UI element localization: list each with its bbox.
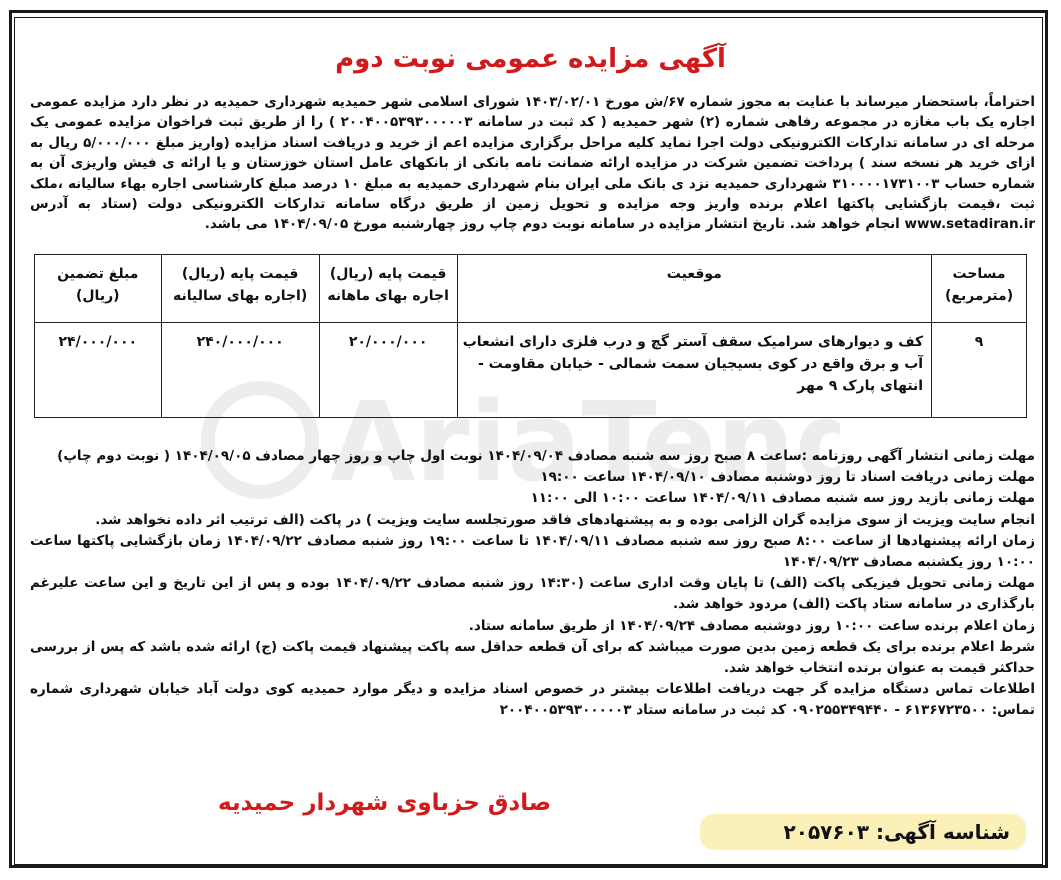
schedule-line: شرط اعلام برنده برای یک قطعه زمین بدین صورت میباشد که برای آن قطعه حداقل سه پاکت پیشنهاد قیمت پاکت (ج) ارائه شده باشد که پس از بررسی حداکثر قیمت به عنوان برنده انتخاب خواهد شد. [30,638,1035,677]
schedule-line: زمان اعلام برنده ساعت ۱۰:۰۰ روز دوشنبه مصادف ۱۴۰۴/۰۹/۲۴ از طریق سامانه ستاد. [468,617,1035,634]
header-area: مساحت (مترمربع) [932,255,1027,323]
cell-yearly-price: ۲۴۰/۰۰۰/۰۰۰ [161,323,319,418]
schedule-line: اطلاعات تماس دستگاه مزایده گر جهت دریافت اطلاعات بیشتر در خصوص اسناد مزایده و دیگر موارد حمیدیه کوی دولت آباد خیابان شهرداری شماره تماس: ۶۱۳۶۷۲۳۵۰۰ - ۰۹۰۲۵۵۳۴۹۴۴۰ کد ثبت در سامانه ستاد ۲۰۰۴۰۰۵۳۹۳۰۰۰۰۰۳ [30,681,1035,719]
header-guarantee: مبلغ تضمین (ریال) [35,255,162,323]
intro-paragraph: احتراماً، باستحضار میرساند با عنایت به مجوز شماره ۶۷/ش مورخ ۱۴۰۳/۰۲/۰۱ شورای اسلامی شهر حمیدیه شهرداری حمیدیه در نظر دارد مزایده عمومی اجاره یک باب مغازه در مجموعه رفاهی شماره (۲) شهر حمیدیه ( کد ثبت در سامانه ۲۰۰۴۰۰۵۳۹۳۰۰۰۰۰۳ ) را از طریق ثبت فراخوان مزایده عمومی یک مرحله ای در سامانه تدارکات الکترونیکی دولت اجرا نماید کلیه مراحل برگزاری مزایده اعم از خرید و دریافت اسناد مزایده (واریز مبلغ ۵/۰۰۰/۰۰۰ ریال به ازای خرید هر نسخه سند ) پرداخت تضمین شرکت در مزایده ارائه ضمانت نامه بانکی از بانکهای عامل استان خوزستان و یا ارائه ی فیش واریزی آن به شماره حساب ۳۱۰۰۰۰۱۷۳۱۰۰۳ شهرداری حمیدیه نزد ی بانک ملی ایران بنام شهرداری حمیدیه به مبلغ ۱۰ درصد مبلغ کارشناسی اجاره بهاء سالیانه ،ملک ثبت ،قیمت بازگشایی پاکتها اعلام برنده واریز وجه مزایده و تحویل زمین از طریق درگاه سامانه تدارکات الکترونیکی دولت (ستاد به آدرس www.setadiran.ir انجام خواهد شد. تاریخ انتشار مزایده در سامانه نوبت دوم چاپ روز چهارشنبه مورخ ۱۴۰۴/۰۹/۰۵ می باشد. [30,94,1036,233]
svg-text:AriaTender: AriaTend [330,378,840,506]
cell-guarantee: ۲۴/۰۰۰/۰۰۰ [35,323,162,418]
ad-id-badge: شناسه آگهی: ۲۰۵۷۶۰۳ [700,814,1026,850]
schedule-line: مهلت زمانی بازید روز سه شنبه مصادف ۱۴۰۴/۰۹/۱۱ ساعت ۱۰:۰۰ الی ۱۱:۰۰ [530,490,1035,507]
announcement-title: آگهی مزایده عمومی نوبت دوم [335,44,726,74]
schedule-section [30,446,1035,722]
table-row [35,323,1027,418]
header-yearly-price: قیمت پایه (ریال) (اجاره بهای سالیانه [161,255,319,323]
schedule-line: زمان ارائه پیشنهادها از ساعت ۸:۰۰ صبح روز سه شنبه مصادف ۱۴۰۴/۰۹/۱۱ تا ساعت ۱۹:۰۰ روز شنبه مصادف ۱۴۰۴/۰۹/۲۲ زمان بازگشایی پاکتها ساعت ۱۰:۰۰ روز یکشنبه مصادف ۱۴۰۴/۰۹/۲۳ [30,532,1035,571]
mayor-signature: صادق حزباوی شهردار حمیدیه [218,790,552,816]
schedule-line: انجام سایت ویزیت از سوی مزایده گران الزامی بوده و به پیشنهادهای فاقد صورتجلسه سایت ویزیت ) در پاکت (الف ترتیب اثر داده نخواهد شد. [95,511,1035,528]
auction-table [34,254,1027,418]
table-header-row [35,255,1027,323]
schedule-line: مهلت زمانی دریافت اسناد تا روز دوشنبه مصادف ۱۴۰۴/۰۹/۱۰ ساعت ۱۹:۰۰ [540,469,1035,486]
schedule-line: مهلت زمانی انتشار آگهی روزنامه :ساعت ۸ صبح روز سه شنبه مصادف ۱۴۰۴/۰۹/۰۴ نوبت اول چاپ و روز چهار مصادف ۱۴۰۴/۰۹/۰۵ ( نوبت دوم چاپ) [57,448,1035,464]
schedule-line: مهلت زمانی تحویل فیزیکی پاکت (الف) تا پایان وقت اداری ساعت (۱۴:۳۰ روز شنبه مصادف ۱۴۰۴/۰۹/۲۲ بوده و پس از این تاریخ و این ساعت علیرغم بارگذاری در سامانه ستاد پاکت (الف) مردود خواهد شد. [30,575,1035,613]
header-monthly-price: قیمت پایه (ریال) اجاره بهای ماهانه [319,255,457,323]
cell-area: ۹ [932,323,1027,418]
header-location: موقعیت [457,255,932,323]
cell-location: کف و دیوارهای سرامیک سقف آستر گچ و درب فلزی دارای انشعاب آب و برق واقع در کوی بسیجیان سمت شمالی - خیابان مقاومت - انتهای پارک ۹ مهر [457,323,932,418]
cell-monthly-price: ۲۰/۰۰۰/۰۰۰ [319,323,457,418]
